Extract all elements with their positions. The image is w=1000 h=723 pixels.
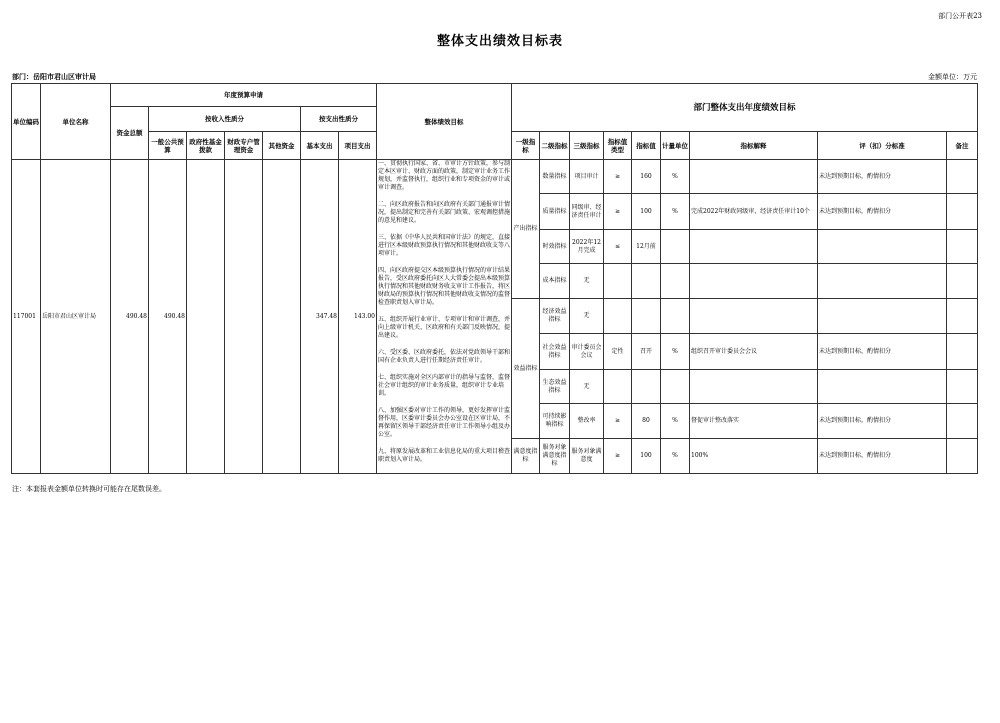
explanation-cell: 完成2022年财政同级审，经济责任审计10个: [690, 194, 818, 230]
lvl3-cell: 无: [570, 299, 604, 334]
header-other-funds: 其他资金: [263, 132, 301, 160]
measure-unit-cell: [661, 299, 690, 334]
department-label: 部门：岳阳市君山区审计局: [12, 72, 96, 81]
value-type-cell: ≥: [604, 160, 632, 194]
header-by-expense: 按支出性质分: [301, 107, 377, 132]
goal-paragraph: 二、向区政府报告和向区政府有关部门通报审计情况，提出制定和完善有关部门政策、宏观调控措施的意见和建议。: [378, 201, 511, 224]
value-cell: [632, 264, 661, 299]
header-lvl3: 三级指标: [570, 132, 604, 160]
special-fiscal-cell: [225, 160, 263, 474]
value-cell: 160: [632, 160, 661, 194]
header-lvl1: 一级指标: [512, 132, 540, 160]
scoring-cell: 未达到预期目标，酌情扣分: [818, 439, 947, 474]
header-basic-exp: 基本支出: [301, 132, 339, 160]
value-type-cell: [604, 264, 632, 299]
lvl3-cell: 同级审、经济责任审计: [570, 194, 604, 230]
scoring-cell: [818, 230, 947, 264]
page-title: 整体支出绩效目标表: [436, 34, 563, 49]
lvl2-cell: 数量指标: [540, 160, 570, 194]
total-funds-cell: 490.48: [111, 160, 149, 474]
other-funds-cell: [263, 160, 301, 474]
remark-cell: [947, 160, 978, 194]
header-general-budget: 一般公共预算: [149, 132, 187, 160]
value-type-cell: ≥: [604, 194, 632, 230]
measure-unit-cell: %: [661, 404, 690, 439]
header-annual-budget: 年度预算申请: [111, 84, 377, 107]
header-total-funds: 资金总额: [111, 107, 149, 160]
measure-unit-cell: [661, 264, 690, 299]
value-cell: 100: [632, 439, 661, 474]
header-overall-goal: 整体绩效目标: [377, 84, 512, 160]
value-cell: [632, 299, 661, 334]
remark-cell: [947, 334, 978, 370]
measure-unit-cell: [661, 230, 690, 264]
explanation-cell: [690, 264, 818, 299]
header-special-fiscal: 财政专户管理资金: [225, 132, 263, 160]
header-project-exp: 项目支出: [339, 132, 377, 160]
value-cell: 80: [632, 404, 661, 439]
unit-code-cell: 117001: [12, 160, 41, 474]
remark-cell: [947, 264, 978, 299]
remark-cell: [947, 370, 978, 404]
header-scoring: 评（扣）分标准: [818, 132, 947, 160]
goal-paragraph: 五、组织开展行业审计、专项审计和审计调查，并向上级审计机关、区政府和有关部门反映情况，提出建议。: [378, 316, 511, 339]
lvl2-cell: 质量指标: [540, 194, 570, 230]
scoring-cell: [818, 370, 947, 404]
goal-paragraph: 七、组织实施对全区内部审计的指导与监督，监督社会审计组织的审计业务质量，组织审计专业培训。: [378, 374, 511, 397]
lvl3-cell: 审计委员会会议: [570, 334, 604, 370]
lvl3-cell: 服务对象满意度: [570, 439, 604, 474]
header-dept-targets: 部门整体支出年度绩效目标: [512, 84, 978, 132]
goal-paragraph: 一、贯彻执行国家、省、市审计方针政策，参与制定本区审计、财政方面的政策，制定审计业务工作规划，并监督执行，组织行业和专项资金的审计或审计调查。: [378, 160, 511, 191]
lvl2-cell: 成本指标: [540, 264, 570, 299]
explanation-cell: [690, 160, 818, 194]
lvl2-cell: 可持续影响指标: [540, 404, 570, 439]
overall-goal-cell: [377, 160, 512, 474]
scoring-cell: 未达到预期目标，酌情扣分: [818, 334, 947, 370]
measure-unit-cell: %: [661, 334, 690, 370]
header-unit-name: 单位名称: [41, 84, 111, 160]
project-exp-cell: 143.00: [339, 160, 377, 474]
goal-paragraph: 九、将原发展改革和工业信息化局的重大项目稽查职责划入审计局。: [378, 448, 511, 463]
lvl2-cell: 时效指标: [540, 230, 570, 264]
scoring-cell: [818, 299, 947, 334]
header-unit-code: 单位编码: [12, 84, 41, 160]
lvl2-cell: 经济效益指标: [540, 299, 570, 334]
value-type-cell: ≥: [604, 404, 632, 439]
lvl1-output: 产出指标: [512, 160, 540, 299]
explanation-cell: [690, 299, 818, 334]
value-type-cell: ≤: [604, 230, 632, 264]
measure-unit-cell: %: [661, 194, 690, 230]
amount-unit-label: 金额单位：万元: [928, 73, 977, 81]
explanation-cell: 100%: [690, 439, 818, 474]
goal-paragraph: 三、依据《中华人民共和国审计法》的规定，直接进行区本级财政预算执行情况和其他财政收支等八项审计。: [378, 234, 511, 257]
basic-exp-cell: 347.48: [301, 160, 339, 474]
general-budget-cell: 490.48: [149, 160, 187, 474]
value-type-cell: 定性: [604, 334, 632, 370]
remark-cell: [947, 194, 978, 230]
value-cell: [632, 370, 661, 404]
lvl2-cell: 服务对象满意度指标: [540, 439, 570, 474]
measure-unit-cell: [661, 370, 690, 404]
header-lvl2: 二级指标: [540, 132, 570, 160]
remark-cell: [947, 230, 978, 264]
lvl2-cell: 社会效益指标: [540, 334, 570, 370]
remark-cell: [947, 439, 978, 474]
remark-cell: [947, 299, 978, 334]
header-gov-fund: 政府性基金拨款: [187, 132, 225, 160]
value-cell: 召开: [632, 334, 661, 370]
header-by-income: 按收入性质分: [149, 107, 301, 132]
value-cell: 12月前: [632, 230, 661, 264]
lvl1-benefit: 效益指标: [512, 299, 540, 439]
lvl1-satisfaction: 满意度指标: [512, 439, 540, 474]
scoring-cell: [818, 264, 947, 299]
lvl3-cell: 无: [570, 370, 604, 404]
header-explanation: 指标解释: [690, 132, 818, 160]
explanation-cell: [690, 370, 818, 404]
performance-target-table: [11, 83, 978, 474]
explanation-cell: [690, 230, 818, 264]
scoring-cell: 未达到预期目标，酌情扣分: [818, 194, 947, 230]
footnote: 注：本套报表金额单位转换时可能存在尾数误差。: [12, 485, 166, 493]
header-value-type: 指标值类型: [604, 132, 632, 160]
value-type-cell: [604, 299, 632, 334]
header-value: 指标值: [632, 132, 661, 160]
value-type-cell: [604, 370, 632, 404]
lvl2-cell: 生态效益指标: [540, 370, 570, 404]
form-number: 部门公开表23: [938, 12, 982, 20]
measure-unit-cell: %: [661, 160, 690, 194]
goal-paragraph: 六、受区委、区政府委托，依法对党政领导干部和国有企业负责人进行任期经济责任审计。: [378, 349, 511, 364]
gov-fund-cell: [187, 160, 225, 474]
value-cell: 100: [632, 194, 661, 230]
goal-paragraph: 八、加强区委对审计工作的领导，更好发挥审计监督作用，区委审计委员会办公室设在区审计局，不再保留区领导干部经济责任审计工作领导小组及办公室。: [378, 407, 511, 438]
unit-name-cell: 岳阳市君山区审计局: [41, 160, 111, 474]
lvl3-cell: 2022年12月完成: [570, 230, 604, 264]
explanation-cell: 督促审计整改落实: [690, 404, 818, 439]
goal-paragraph: 四、向区政府提交区本级预算执行情况的审计结果报告，受区政府委托向区人大常委会提出本级预算执行情况和其他财政财务收支审计工作报告，将区财政局的预算执行情况和其他财政收支情况的监督检查职责划入审计局。: [378, 267, 511, 306]
scoring-cell: 未达到预期目标，酌情扣分: [818, 160, 947, 194]
value-type-cell: ≥: [604, 439, 632, 474]
lvl3-cell: 项目审计: [570, 160, 604, 194]
lvl3-cell: 无: [570, 264, 604, 299]
remark-cell: [947, 404, 978, 439]
header-remark: 备注: [947, 132, 978, 160]
header-measure-unit: 计量单位: [661, 132, 690, 160]
lvl3-cell: 整改率: [570, 404, 604, 439]
measure-unit-cell: %: [661, 439, 690, 474]
scoring-cell: 未达到预期目标，酌情扣分: [818, 404, 947, 439]
explanation-cell: 组织召开审计委员会会议: [690, 334, 818, 370]
